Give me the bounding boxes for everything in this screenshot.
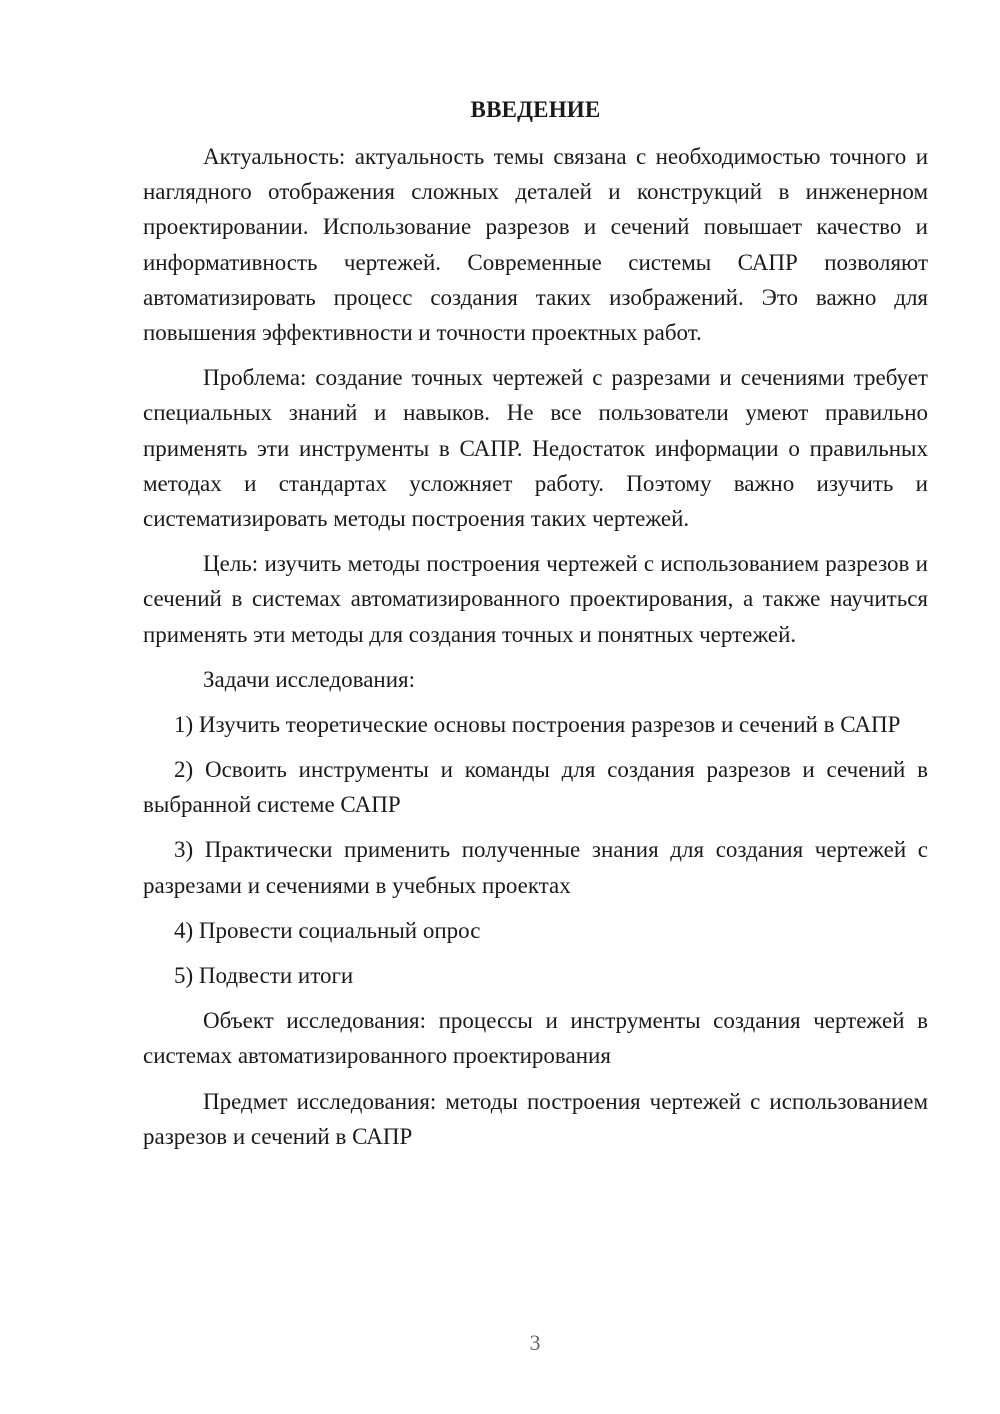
- document-title: ВВЕДЕНИЕ: [470, 97, 601, 122]
- research-object-paragraph: Объект исследования: процессы и инструменты создания чертежей в системах автоматизированного проектирования: [143, 1008, 928, 1069]
- task-item-5: 5) Подвести итоги: [174, 963, 354, 989]
- tasks-heading: Задачи исследования:: [203, 666, 416, 692]
- goal-paragraph: Цель: изучить методы построения чертежей с использованием разрезов и сечений в системах автоматизированного проектирования, а также научиться применять эти методы для создания точных и понятных чертежей.: [143, 551, 928, 647]
- document-page: [143, 92, 928, 1164]
- task-item-3: 3) Практически применить полученные знания для создания чертежей с разрезами и сечениями в учебных проектах: [143, 837, 928, 898]
- tasks-list: [143, 707, 928, 993]
- problem-paragraph: Проблема: создание точных чертежей с разрезами и сечениями требует специальных знаний и навыков. Не все пользователи умеют правильно применять эти инструменты в САПР. Недостаток информации о правильных методах и стандартах усложняет работу. Поэтому важно изучить и систематизировать методы построения таких чертежей.: [143, 365, 928, 532]
- task-item-1: 1) Изучить теоретические основы построения разрезов и сечений в САПР: [174, 711, 901, 737]
- research-subject-paragraph: Предмет исследования: методы построения чертежей с использованием разрезов и сечений в САПР: [143, 1088, 928, 1149]
- task-item-4: 4) Провести социальный опрос: [174, 917, 481, 943]
- relevance-paragraph: Актуальность: актуальность темы связана с необходимостью точного и наглядного отображения сложных деталей и конструкций в инженерном проектировании. Использование разрезов и сечений повышает качество и информативность чертежей. Современные системы САПР позволяют автоматизировать процесс создания таких изображений. Это важно для повышения эффективности и точности проектных работ.: [143, 144, 928, 346]
- page-number: 3: [529, 1330, 541, 1355]
- task-item-2: 2) Освоить инструменты и команды для создания разрезов и сечений в выбранной системе САПР: [143, 757, 928, 818]
